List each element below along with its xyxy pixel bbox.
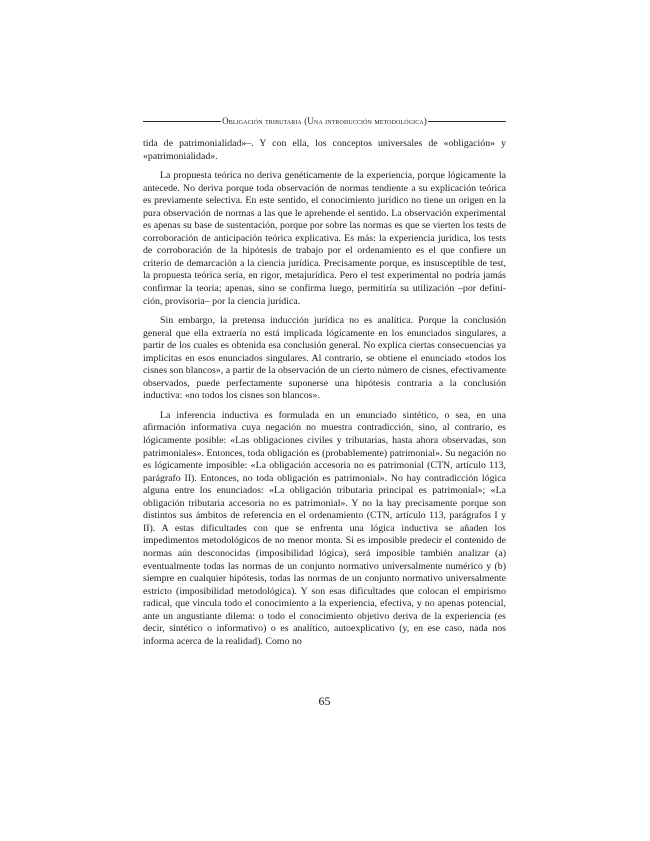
running-head-rule-right — [428, 121, 506, 122]
paragraph: Sin embargo, la pretensa inducción jurídica no es analítica. Porque la conclusión general que ella extraería no está implicada lógicamente en los enunciados singulares, a partir de los cuales es obtenida esa conclusión general. No explica ciertas consecuencias ya implícitas en esos enunciados singulares. Al contrario, se obtiene el enunciado «todos los cisnes son blancos», a partir de la observación de un cierto número de cisnes, efectivamente observados, puede perfectamente suponerse una hipótesis contraria a la conclusión inductiva: «no todos los cisnes son blancos». — [143, 315, 506, 402]
running-head-rule-left — [143, 121, 221, 122]
body-text — [143, 138, 506, 648]
paragraph-continuation: tida de patrimonialidad»–. Y con ella, los conceptos universales de «obligación» y «patrimonialidad». — [143, 138, 506, 162]
page-content — [143, 114, 506, 655]
paragraph: La inferencia inductiva es formulada en un enunciado sintético, o sea, en una afirmación informativa cuya negación no muestra contradicción, sino, al contrario, es lógicamente posible: «Las obligaciones civiles y tributarias, hasta ahora observadas, son patrimoniales». Entonces, toda obligación es (probablemente) patrimonial». Su negación no es lógicamente imposible: «La obligación accesoria no es patrimonial (CTN, artículo 113, parágrafo II). Entonces, no toda obligación es patrimonial». No hay contradicción lógica alguna entre los enunciados: «La obligación tributaria principal es patrimonial»; «La obligación tributaria accesoria no es patrimonial». Y no la hay precisamente porque son distintos sus ámbitos de referencia en el ordenamiento (CTN, artículo 113, parágrafos I y II). A estas dificultades con que se enfrenta una lógica inductiva se añaden los impedimentos metodológicos de no menor monta. Si es imposible predecir el contenido de normas aún desconocidas (imposibilidad lógica), será imposible también analizar (a) eventualmente todas las normas de un conjunto normativo universalmente numérico y (b) siempre en cualquier hipótesis, todas las normas de un conjunto normativo universalmente estricto (imposibilidad metodológica). Y son esas dificultades que colocan el empirismo radical, que vincula todo el conocimiento a la experiencia, efectiva, y no apenas potencial, ante un angustiante dilema: o todo el conocimiento objetivo deriva de la experiencia (es decir, sintético o informativo) o es analítico, autoexplicativo (y, en ese caso, nada nos informa acerca de la realidad). Como no — [143, 409, 506, 647]
running-head-title: Obligación tributaria (Una introducción metodológica) — [222, 116, 427, 126]
page-number: 65 — [318, 694, 331, 708]
running-head — [143, 114, 506, 128]
paragraph: La propuesta teórica no deriva genéticamente de la experiencia, porque lógicamente la antecede. No deriva porque toda observación de normas tendiente a su explicación teórica es previamente selectiva. En este sentido, el conocimiento jurídico no tiene un origen en la pura observación de normas a las que le aprehende el sentido. La observación experimental es apenas su base de sustentación, porque por sobre las normas es que se vierten los tests de corroboración de anticipación teórica explicativa. Es más: la experiencia jurídica, los tests de corroboración de la hipótesis de trabajo por el ordenamiento es el que confiere un criterio de demarcación a la ciencia jurídica. Precisamente porque, es insusceptible de test, la propuesta teórica sería, en rigor, metajurídica. Pero el test experimental no podría jamás confirmar la teoría; apenas, sino se confirma luego, permitiría su utilización –por definición, provisoria– por la ciencia jurídica. — [143, 170, 506, 307]
